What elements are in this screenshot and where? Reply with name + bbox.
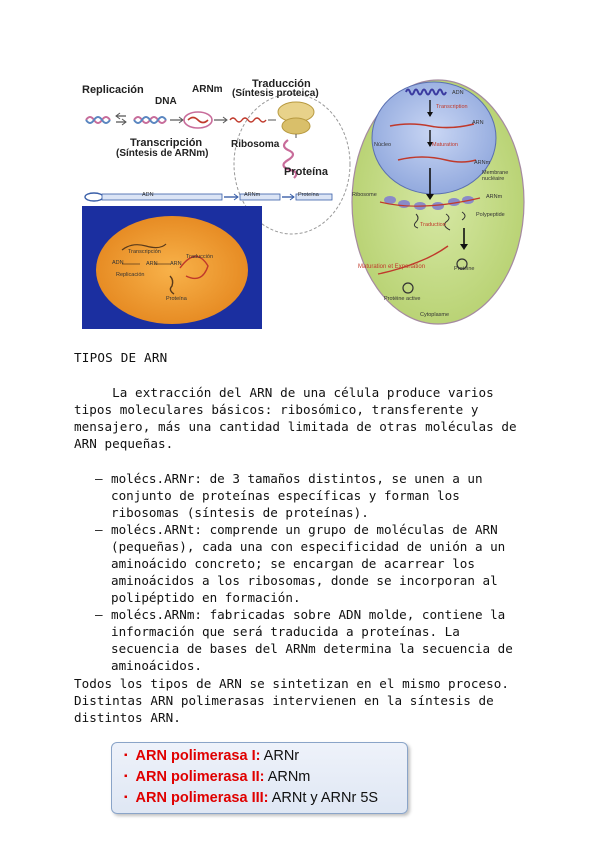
polymerase-product: ARNr	[260, 748, 300, 764]
cell-polypeptide: Polypeptide	[476, 212, 505, 218]
label-sintesis-proteica: (Síntesis proteica)	[232, 88, 319, 99]
orange-cell	[96, 216, 248, 324]
list-item-line: molécs.ARNt: comprende un grupo de moléculas de ARN	[111, 522, 498, 537]
list-item-line: ribosomas (síntesis de proteínas).	[111, 505, 369, 520]
strip-arnm: ARNm	[244, 192, 261, 198]
list-item-line: molécs.ARNr: de 3 tamaños distintos, se unen a un	[111, 471, 483, 486]
closing-line: Todos los tipos de ARN se sintetizan en el mismo proceso.	[74, 676, 510, 691]
list-item-line: secuencia de bases del ARNm determina la secuencia de	[111, 641, 513, 656]
oc-replicacion: Replicación	[116, 272, 145, 278]
list-item-line: aminoácidos.	[111, 658, 202, 673]
polymerase-product: ARNm	[264, 769, 311, 785]
closing-line: Distintas ARN polimerasas intervienen en la síntesis de	[74, 693, 494, 708]
list-item-line: información que será traducida a proteínas. La	[111, 624, 460, 639]
orange-cell-svg	[82, 206, 262, 329]
cell-membrane: Membrane nucléaire	[482, 170, 509, 182]
nucleus	[372, 82, 496, 194]
strip-proteina: Proteína	[298, 192, 319, 198]
polymerase-name: ARN polimerasa I:	[135, 748, 261, 764]
oc-proteina: Proteína	[166, 296, 187, 302]
cell-ribosome: Ribosome	[352, 192, 377, 198]
cell-proteine: Protéine	[454, 266, 475, 272]
label-dna: DNA	[155, 96, 177, 107]
cell-arnm: ARNm	[474, 160, 491, 166]
oc-arn: ARN	[146, 261, 158, 267]
cell-traduction: Traduction	[420, 222, 446, 228]
list-item-line: polipéptido en formación.	[111, 590, 301, 605]
bullet-icon: ▪	[124, 792, 128, 803]
closing-line: distintos ARN.	[74, 710, 181, 725]
cell-maturation: Maturation	[432, 142, 458, 148]
strip-adn: ADN	[142, 192, 154, 198]
polymerase-box	[111, 742, 408, 814]
cell-maturation-export: Maturation et Exportation	[358, 264, 426, 270]
cell-nucleus: Núcleo	[374, 142, 392, 148]
cell-transcription: Transcription	[436, 104, 468, 110]
intro-line: mensajero, más una cantidad limitada de otras moléculas de	[74, 419, 517, 434]
figure-area	[0, 0, 600, 330]
label-replicacion: Replicación	[82, 84, 144, 96]
bullet-icon: ▪	[124, 750, 128, 761]
cell-diagram	[350, 78, 526, 326]
cell-adn: ADN	[452, 90, 464, 96]
intro-line: ARN pequeñas.	[74, 436, 174, 451]
oc-arn2: ARN	[170, 261, 182, 267]
polymerase-name: ARN polimerasa II:	[135, 769, 265, 785]
list-item-line: molécs.ARNm: fabricadas sobre ADN molde, contiene la	[111, 607, 506, 622]
polymerase-row	[124, 769, 310, 785]
list-item-line: (pequeñas), cada una con especificidad de unión a un	[111, 539, 506, 554]
polymerase-row	[124, 790, 378, 806]
list-dash: –	[95, 607, 103, 622]
label-transcripcion: Transcripción	[130, 137, 203, 149]
bullet-icon: ▪	[124, 771, 128, 782]
intro-line: La extracción del ARN de una célula produce varios	[74, 385, 494, 400]
label-sintesis-arnm: (Síntesis de ARNm)	[116, 148, 209, 159]
label-proteina: Proteína	[284, 166, 329, 178]
oc-transcripcion: Transcripción	[128, 249, 161, 255]
cell-arn: ARN	[472, 120, 484, 126]
label-arnm: ARNm	[192, 84, 223, 95]
intro-line: tipos moleculares básicos: ribosómico, transferente y	[74, 402, 479, 417]
label-ribosoma: Ribosoma	[231, 139, 280, 150]
list-item-line: conjunto de proteínas específicas y forman los	[111, 488, 460, 503]
polymerase-name: ARN polimerasa III:	[135, 790, 269, 806]
list-dash: –	[95, 522, 103, 537]
cell-arnm2: ARNm	[486, 194, 503, 200]
mrna-strand	[230, 118, 266, 122]
list-dash: –	[95, 471, 103, 486]
label-traduccion: Traducción	[252, 78, 311, 90]
section-title: TIPOS DE ARN	[74, 350, 168, 365]
polymerase-row	[124, 748, 299, 764]
list-item-line: aminoácido concreto; se encargan de acarrear los	[111, 556, 475, 571]
list-item-line: aminoácidos a los ribosomas, donde se incorporan al	[111, 573, 498, 588]
oc-traduccion: Traducción	[186, 254, 214, 260]
cell-proteine-active: Protéine active	[384, 296, 421, 302]
orange-cell-panel	[82, 206, 262, 329]
cell-cytoplasme: Cytoplasme	[420, 312, 450, 318]
oc-adn: ADN	[112, 260, 124, 266]
polymerase-product: ARNt y ARNr 5S	[268, 790, 379, 806]
